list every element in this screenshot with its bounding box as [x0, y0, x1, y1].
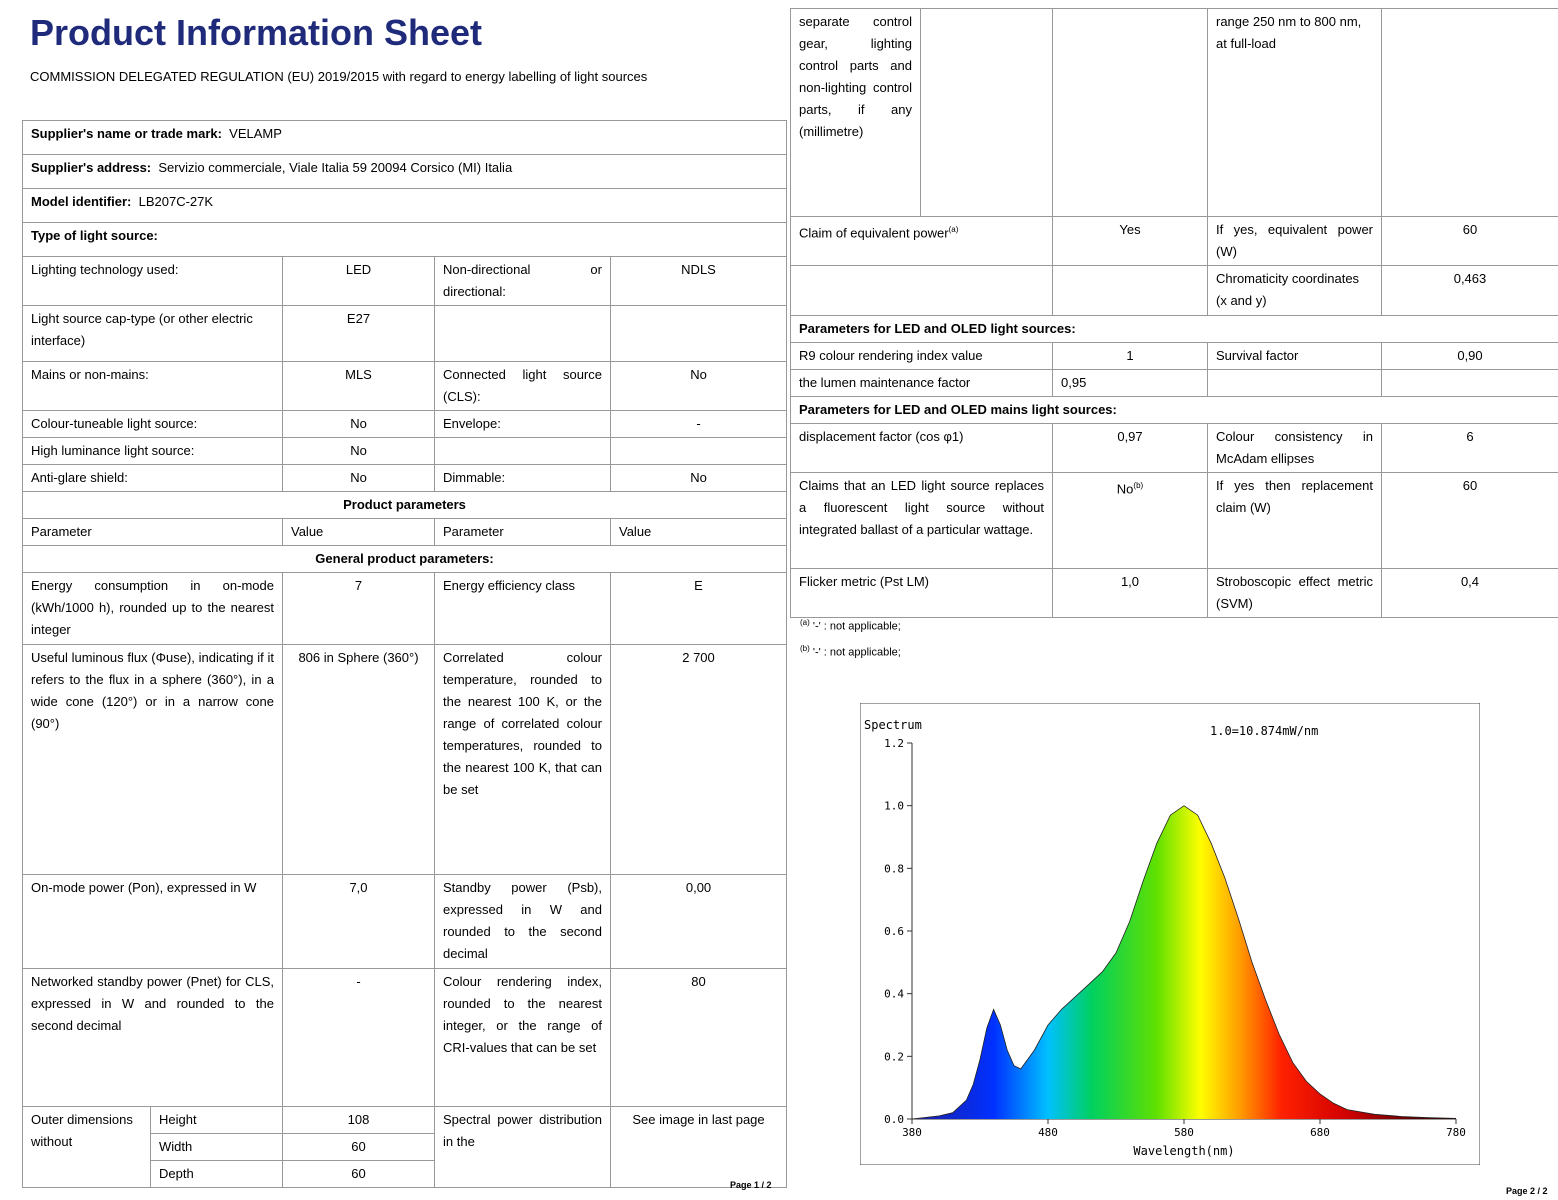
table-row	[23, 438, 787, 465]
model-row	[23, 189, 787, 223]
led-heading: Parameters for LED and OLED light sources:	[791, 316, 1558, 343]
column-header-parameter: Parameter	[435, 519, 611, 546]
param-cell: Standby power (Psb), expressed in W and rounded to the second decimal	[435, 875, 611, 969]
value-cell: -	[611, 411, 787, 438]
survival-label: Survival factor	[1208, 343, 1382, 370]
param-cell: Colour rendering index, rounded to the nearest integer, or the range of CRI-values that can be set	[435, 969, 611, 1107]
value-cell: NDLS	[611, 257, 787, 306]
claims-label: Claims that an LED light source replaces a fluorescent light source without integrated ballast of a particular wattage.	[791, 473, 1053, 569]
lumen-label: the lumen maintenance factor	[791, 370, 1053, 397]
table-row	[791, 217, 1558, 266]
general-heading-row	[23, 546, 787, 573]
y-tick-label: 0.4	[884, 987, 904, 1001]
footnote-ref: (b)	[1133, 481, 1144, 490]
table-row	[791, 424, 1558, 473]
table-row	[23, 306, 787, 362]
table-row	[791, 266, 1558, 316]
param-cell: Lighting technology used:	[23, 257, 283, 306]
product-params-heading-row	[23, 492, 787, 519]
parameters-table	[790, 8, 1558, 618]
supplier-name-row	[23, 121, 787, 155]
param-cell: Colour-tuneable light source:	[23, 411, 283, 438]
led-heading-row	[791, 316, 1558, 343]
dimensions-cont-label: separate control gear, lighting control parts and non-lighting control parts, if any (millimetre)	[791, 9, 921, 217]
value-cell: 7,0	[283, 875, 435, 969]
table-row	[23, 645, 787, 875]
table-row	[791, 370, 1558, 397]
model-identifier: LB207C-27K	[138, 194, 214, 209]
mains-heading-row	[791, 397, 1558, 424]
lumen-value: 0,95	[1053, 370, 1208, 397]
param-cell: Connected light source (CLS):	[435, 362, 611, 411]
equiv-power-param: If yes, equivalent power (W)	[1208, 217, 1382, 266]
mains-heading: Parameters for LED and OLED mains light sources:	[791, 397, 1558, 424]
value-cell: -	[283, 969, 435, 1107]
flicker-label: Flicker metric (Pst LM)	[791, 569, 1053, 618]
value-cell: 806 in Sphere (360°)	[283, 645, 435, 875]
column-header-value: Value	[283, 519, 435, 546]
y-tick-label: 1.2	[884, 737, 904, 750]
depth-label: Depth	[151, 1161, 283, 1188]
empty-cell	[921, 9, 1053, 217]
table-row	[23, 411, 787, 438]
equiv-power-cell	[791, 217, 1053, 266]
chromaticity-label: Chromaticity coordinates (x and y)	[1208, 266, 1382, 316]
value-cell: No	[611, 362, 787, 411]
page-title: Product Information Sheet	[30, 12, 483, 53]
param-cell: Light source cap-type (or other electric interface)	[23, 306, 283, 362]
param-cell: Energy efficiency class	[435, 573, 611, 645]
spectral-label: Spectral power distribution in the	[435, 1107, 611, 1188]
equiv-power-value: Yes	[1053, 217, 1208, 266]
param-cell: Envelope:	[435, 411, 611, 438]
replacement-label: If yes then replacement claim (W)	[1208, 473, 1382, 569]
y-tick-label: 0.8	[884, 862, 904, 876]
value-cell: 80	[611, 969, 787, 1107]
width-value: 60	[283, 1134, 435, 1161]
value-cell: No	[611, 465, 787, 492]
width-label: Width	[151, 1134, 283, 1161]
y-tick-label: 0.0	[884, 1113, 904, 1126]
spectrum-chart	[860, 703, 1480, 1165]
value-cell: MLS	[283, 362, 435, 411]
table-row	[23, 573, 787, 645]
footnote-text: '-' : not applicable;	[812, 646, 901, 659]
x-tick-label: 680	[1310, 1126, 1330, 1139]
r9-label: R9 colour rendering index value	[791, 343, 1053, 370]
table-row	[791, 343, 1558, 370]
table-row	[791, 9, 1558, 217]
general-heading: General product parameters:	[23, 546, 787, 573]
table-row	[23, 875, 787, 969]
page-number: Page 2 / 2	[1506, 1186, 1548, 1196]
empty-cell	[791, 266, 1053, 316]
table-row	[23, 362, 787, 411]
param-cell: Mains or non-mains:	[23, 362, 283, 411]
page-number: Page 1 / 2	[730, 1180, 772, 1190]
footnote-text: '-' : not applicable;	[812, 620, 901, 633]
footnote-a	[800, 618, 901, 633]
table-row	[23, 1107, 787, 1134]
depth-value: 60	[283, 1161, 435, 1188]
empty-cell	[1208, 370, 1382, 397]
type-heading-row	[23, 223, 787, 257]
model-label: Model identifier:	[31, 194, 132, 209]
claims-cell	[1053, 473, 1208, 569]
value-cell: E27	[283, 306, 435, 362]
param-cell: Non-directional or directional:	[435, 257, 611, 306]
strobe-label: Stroboscopic effect metric (SVM)	[1208, 569, 1382, 618]
height-label: Height	[151, 1107, 283, 1134]
r9-value: 1	[1053, 343, 1208, 370]
param-cell: Networked standby power (Pnet) for CLS, expressed in W and rounded to the second decimal	[23, 969, 283, 1107]
flicker-value: 1,0	[1053, 569, 1208, 618]
param-cell	[435, 306, 611, 362]
strobe-value: 0,4	[1382, 569, 1558, 618]
x-tick-label: 380	[902, 1126, 922, 1139]
value-cell: No	[283, 438, 435, 465]
supplier-address-label: Supplier's address:	[31, 160, 152, 175]
x-tick-label: 780	[1446, 1126, 1466, 1139]
supplier-name-label: Supplier's name or trade mark:	[31, 126, 222, 141]
chromaticity-value: 0,463	[1382, 266, 1558, 316]
product-params-heading: Product parameters	[23, 492, 787, 519]
empty-cell	[1053, 266, 1208, 316]
replacement-value: 60	[1382, 473, 1558, 569]
page-2	[790, 0, 1558, 1200]
footnote-ref: (a)	[948, 225, 959, 234]
y-tick-label: 0.2	[884, 1050, 904, 1064]
x-tick-label: 580	[1174, 1126, 1194, 1139]
supplier-address-row	[23, 155, 787, 189]
chart-title: Spectrum	[864, 718, 922, 732]
displacement-value: 0,97	[1053, 424, 1208, 473]
empty-cell	[1382, 370, 1558, 397]
param-cell: Anti-glare shield:	[23, 465, 283, 492]
outer-dimensions-label: Outer dimensions without	[23, 1107, 151, 1188]
value-cell: No	[283, 411, 435, 438]
x-tick-label: 480	[1038, 1126, 1058, 1139]
value-cell: 7	[283, 573, 435, 645]
product-table	[22, 120, 787, 1188]
value-cell: LED	[283, 257, 435, 306]
spectral-value: See image in last page	[611, 1107, 787, 1188]
equiv-power-label: Claim of equivalent power	[799, 225, 949, 241]
param-cell: High luminance light source:	[23, 438, 283, 465]
table-row	[791, 473, 1558, 569]
param-cell: Correlated colour temperature, rounded to the nearest 100 K, or the range of correlated colour temperatures, rounded to the nearest 100 K, that can be set	[435, 645, 611, 875]
column-header-row	[23, 519, 787, 546]
empty-cell	[1053, 9, 1208, 217]
chart-annotation: 1.0=10.874mW/nm	[1210, 724, 1319, 738]
equiv-power-watts: 60	[1382, 217, 1558, 266]
param-cell: On-mode power (Pon), expressed in W	[23, 875, 283, 969]
consistency-value: 6	[1382, 424, 1558, 473]
param-cell: Useful luminous flux (Φuse), indicating if it refers to the flux in a sphere (360°), in a wide cone (120°) or in a narrow cone (90°)	[23, 645, 283, 875]
displacement-label: displacement factor (cos φ1)	[791, 424, 1053, 473]
column-header-parameter: Parameter	[23, 519, 283, 546]
value-cell: E	[611, 573, 787, 645]
value-cell: No	[283, 465, 435, 492]
y-tick-label: 1.0	[884, 799, 904, 813]
regulation-text: COMMISSION DELEGATED REGULATION (EU) 2019/2015 with regard to energy labelling of light sources	[30, 69, 648, 84]
spectral-range-text: range 250 nm to 800 nm, at full-load	[1208, 9, 1382, 217]
claims-value: No	[1116, 481, 1134, 497]
consistency-label: Colour consistency in McAdam ellipses	[1208, 424, 1382, 473]
type-heading: Type of light source:	[23, 223, 787, 257]
x-axis-label: Wavelength(nm)	[1133, 1144, 1235, 1158]
footnote-marker: (a)	[800, 618, 810, 627]
height-value: 108	[283, 1107, 435, 1134]
param-cell	[435, 438, 611, 465]
supplier-name: VELAMP	[229, 126, 282, 141]
empty-cell	[1382, 9, 1558, 217]
footnote-b	[800, 644, 901, 659]
param-cell: Energy consumption in on-mode (kWh/1000 h), rounded up to the nearest integer	[23, 573, 283, 645]
value-cell: 2 700	[611, 645, 787, 875]
value-cell	[611, 438, 787, 465]
y-tick-label: 0.6	[884, 925, 904, 938]
column-header-value: Value	[611, 519, 787, 546]
param-cell: Dimmable:	[435, 465, 611, 492]
supplier-address: Servizio commerciale, Viale Italia 59 20094 Corsico (MI) Italia	[158, 160, 513, 175]
survival-value: 0,90	[1382, 343, 1558, 370]
footnote-marker: (b)	[800, 644, 810, 653]
value-cell: 0,00	[611, 875, 787, 969]
table-row	[23, 257, 787, 306]
table-row	[791, 569, 1558, 618]
table-row	[23, 465, 787, 492]
table-row	[23, 969, 787, 1107]
value-cell	[611, 306, 787, 362]
